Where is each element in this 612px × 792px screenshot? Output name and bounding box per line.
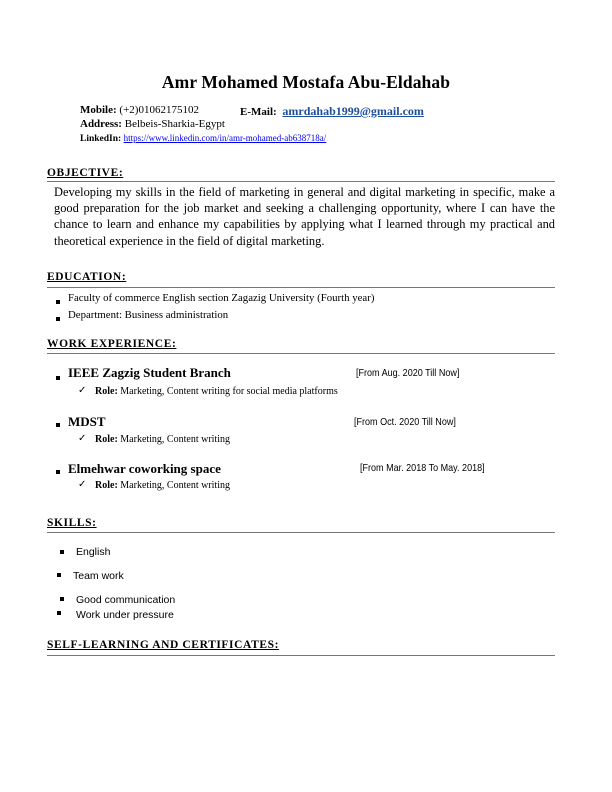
address-line	[80, 118, 225, 130]
job-org: MDST	[68, 414, 106, 429]
skill-item: Good communication	[76, 594, 176, 606]
job-org: IEEE Zagzig Student Branch	[68, 365, 231, 380]
linkedin-label: LinkedIn:	[80, 134, 122, 144]
bullet-icon	[57, 611, 61, 615]
checkmark-icon: ✓	[78, 479, 87, 490]
experience-heading: WORK EXPERIENCE:	[47, 338, 177, 350]
job-org: Elmehwar coworking space	[68, 461, 221, 476]
role-value: Marketing, Content writing	[120, 480, 230, 491]
skill-item: Team work	[73, 570, 124, 582]
email-line	[240, 104, 424, 119]
checkmark-icon: ✓	[78, 433, 87, 444]
address-value: Belbeis-Sharkia-Egypt	[124, 118, 225, 130]
skill-item: Work under pressure	[76, 609, 174, 621]
role-label: Role:	[95, 386, 118, 397]
bullet-icon	[60, 550, 64, 554]
role-value: Marketing, Content writing for social media platforms	[120, 386, 338, 397]
role-value: Marketing, Content writing	[120, 434, 230, 445]
job-role-line	[95, 480, 230, 491]
mobile-label: Mobile:	[80, 104, 117, 116]
bullet-icon	[56, 300, 60, 304]
education-item: Department: Business administration	[68, 309, 229, 321]
email-link[interactable]: amrdahab1999@gmail.com	[282, 104, 424, 118]
job-dates: [From Aug. 2020 Till Now]	[356, 367, 460, 379]
experience-divider	[47, 353, 555, 354]
role-label: Role:	[95, 434, 118, 445]
objective-heading: OBJECTIVE:	[47, 167, 124, 179]
email-label: E-Mail:	[240, 106, 277, 118]
certificates-divider	[47, 655, 555, 656]
job-role-line	[95, 434, 230, 445]
bullet-icon	[56, 470, 60, 474]
mobile-line	[80, 104, 199, 116]
resume-name: Amr Mohamed Mostafa Abu-Eldahab	[161, 72, 451, 92]
linkedin-link[interactable]: https://www.linkedin.com/in/amr-mohamed-ab638718a/	[123, 133, 327, 143]
education-item: Faculty of commerce English section Zagazig University (Fourth year)	[68, 292, 375, 304]
bullet-icon	[56, 376, 60, 380]
job-role-line	[95, 386, 338, 397]
objective-text: Developing my skills in the field of marketing in general and digital marketing in specific, make a good preparation for the job market and seeking a challenging opportunity, where I can have the chance to learn and enhance my capabilities by applying what I learned through my practical and theoretical experience in the field of digital marketing.	[54, 185, 555, 248]
certificates-heading: SELF-LEARNING AND CERTIFICATES:	[47, 639, 280, 651]
education-divider	[47, 287, 555, 288]
linkedin-line	[80, 133, 326, 144]
job-dates: [From Oct. 2020 Till Now]	[354, 416, 456, 428]
skill-item: English	[76, 546, 111, 558]
bullet-icon	[56, 423, 60, 427]
job-dates: [From Mar. 2018 To May. 2018]	[360, 462, 485, 474]
bullet-icon	[56, 317, 60, 321]
bullet-icon	[60, 597, 64, 601]
skills-heading: SKILLS:	[47, 517, 97, 529]
objective-divider	[47, 181, 555, 182]
role-label: Role:	[95, 480, 118, 491]
education-heading: EDUCATION:	[47, 271, 127, 283]
mobile-value: (+2)01062175102	[119, 104, 199, 116]
skills-divider	[47, 532, 555, 533]
checkmark-icon: ✓	[78, 385, 87, 396]
bullet-icon	[57, 573, 61, 577]
address-label: Address:	[80, 118, 122, 130]
